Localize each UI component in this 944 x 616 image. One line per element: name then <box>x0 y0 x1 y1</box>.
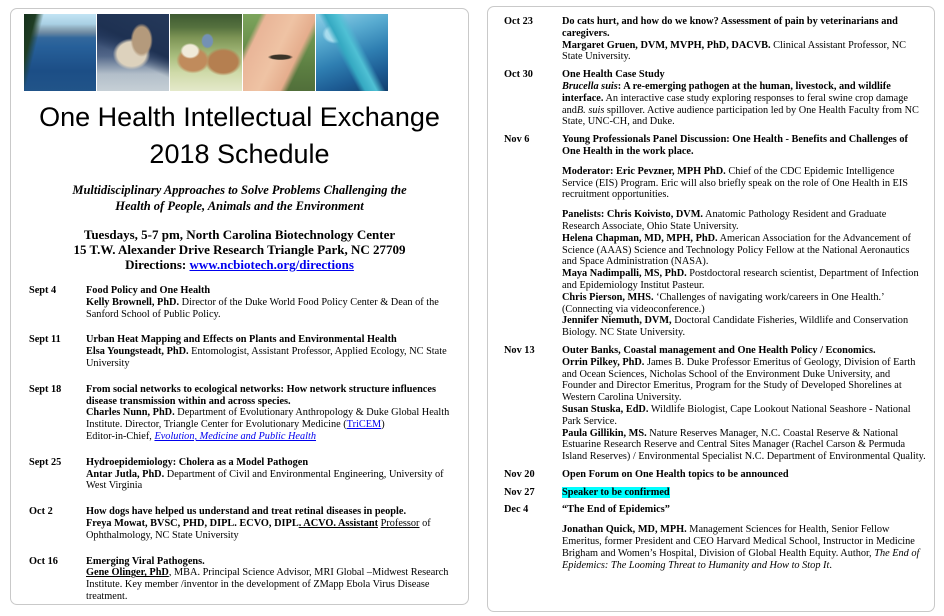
orange-cat-photo <box>389 14 461 91</box>
entry-date: Sept 25 <box>29 456 62 468</box>
text-run: Hydroepidemiology: Cholera as a Model Pathogen <box>86 456 309 468</box>
schedule-entry <box>504 504 926 571</box>
text-run: : A re-emerging pathogen at the human, livestock, and wildlife interface. <box>562 80 891 104</box>
entry-paragraph <box>86 567 457 602</box>
entry-paragraph <box>562 524 926 571</box>
text-run: Clinical Assistant Professor, NC State University. <box>562 39 907 63</box>
salamander-in-hand-photo <box>243 14 316 91</box>
schedule-entry <box>29 556 457 603</box>
entry-date: Sept 4 <box>29 285 57 296</box>
page-title <box>11 99 468 173</box>
inline-link[interactable]: TriCEM <box>346 419 382 431</box>
entry-date: Oct 2 <box>29 506 53 518</box>
entry-paragraph <box>562 81 926 128</box>
schedule-entry <box>504 69 926 128</box>
entry-content <box>86 506 457 541</box>
entry-paragraph <box>86 285 457 297</box>
text-run: Do cats hurt, and how do we know? Assessment of pain by veterinarians and caregivers. <box>562 16 898 39</box>
text-run: Department of Civil and Environmental Engineering, University of West Virginia <box>86 468 444 492</box>
text-run: spillover. Active audience participation led by One Health Faculty from NC State, UNC-CH, and Duke. <box>562 104 919 128</box>
entry-paragraph <box>562 166 926 201</box>
text-run: Antar Jutla, PhD. <box>86 468 165 480</box>
entry-paragraph <box>562 487 926 499</box>
entry-content <box>86 334 457 369</box>
entry-paragraph <box>86 518 457 542</box>
text-run: Speaker to be confirmed <box>562 486 670 498</box>
text-run: Kelly Brownell, PhD. <box>86 296 180 308</box>
entry-paragraph <box>86 407 457 431</box>
text-run: Outer Banks, Coastal management and One Health Policy / Economics. <box>562 344 876 356</box>
text-run: Margaret Gruen, DVM, MVPH, PhD, DACVB. <box>562 39 771 51</box>
entry-content <box>86 457 457 492</box>
text-run: Department of Evolutionary Anthropology & Duke Global Health Institute. Director, Triangle Center for Evolutionary Medicine ( <box>86 407 450 431</box>
venue-line-2: 15 T.W. Alexander Drive Research Triangle Park, NC 27709 <box>73 242 406 257</box>
entry-content <box>86 285 457 320</box>
entry-paragraph <box>562 357 926 404</box>
text-run: Nature Reserves Manager, N.C. Coastal Reserve & National Estuarine Research Reserve and Central Sites Manager (Rachel Carson & Permuda Island Reserves) / Environmental Specialist N.C. Department of Environmental Quality. <box>562 427 926 463</box>
text-run: B. suis <box>576 104 605 116</box>
entry-paragraph <box>562 315 926 339</box>
entry-content <box>562 69 926 128</box>
entry-paragraph <box>562 233 926 268</box>
entry-paragraph <box>562 469 926 481</box>
text-run: Susan Stuska, EdD. <box>562 403 649 415</box>
entry-paragraph <box>562 404 926 428</box>
text-run: Jonathan Quick, MD, MPH. <box>562 524 687 536</box>
entry-paragraph <box>562 16 926 40</box>
entry-paragraph <box>86 346 457 370</box>
farmer-cattle-photo <box>170 14 243 91</box>
text-run: Helena Chapman, MD, MPH, PhD. <box>562 232 718 244</box>
schedule-entry <box>29 285 457 320</box>
text-run: ) <box>381 419 385 431</box>
text-run: Freya Mowat, BVSC, PHD, DIPL. ECVO, DIPL <box>86 517 299 529</box>
text-run: of Ophthalmology, NC State University <box>86 517 431 541</box>
text-run: Brucella suis <box>562 80 618 92</box>
entry-paragraph <box>562 40 926 64</box>
text-run: Postdoctoral research scientist, Department of Infection and Epidemiology Institut Pasteur. <box>562 268 919 291</box>
text-run: From social networks to ecological networks: How network structure influences disease transmission within and across species. <box>86 383 436 407</box>
text-run: . <box>829 559 832 571</box>
crater-lake-photo <box>24 14 97 91</box>
directions-line <box>11 257 468 272</box>
text-run: “The End of Epidemics” <box>562 504 670 516</box>
schedule-entry <box>29 384 457 443</box>
schedule-entry <box>504 487 926 499</box>
text-run: Moderator: Eric Pevzner, MPH PhD. <box>562 165 726 177</box>
text-run: Charles Nunn, PhD. <box>86 407 175 419</box>
schedule-entry <box>504 345 926 463</box>
text-run: The End of Epidemics: The Looming Threat to Humanity and How to Stop It <box>562 547 920 571</box>
entry-content <box>86 384 457 443</box>
text-run: ‘Challenges of navigating work/careers in One Health.’ (Connecting via videoconference.) <box>562 291 884 315</box>
text-run: Wildlife Biologist, Cape Lookout National Seashore - National Park Service. <box>562 403 911 427</box>
venue-line-1: Tuesdays, 5-7 pm, North Carolina Biotechnology Center <box>83 227 396 242</box>
entry-date: Oct 30 <box>504 69 533 81</box>
entry-date: Dec 4 <box>504 504 529 516</box>
text-run: Orrin Pilkey, PhD. <box>562 356 645 368</box>
entry-date: Sept 11 <box>29 334 61 346</box>
text-run: Doctoral Candidate Fisheries, Wildlife and Conservation Biology. NC State University. <box>562 315 909 339</box>
entry-paragraph <box>562 268 926 292</box>
text-run: Maya Nadimpalli, MS, PhD. <box>562 268 687 280</box>
text-run: Elsa Youngsteadt, PhD. <box>86 346 189 358</box>
schedule-entry <box>504 16 926 63</box>
text-run: , MBA. Principal Science Advisor, MRI Global –Midwest Research Institute. Key member /inventor in the development of ZMapp Ebola Virus Disease treatment. <box>86 567 449 602</box>
entry-date: Oct 16 <box>29 555 58 567</box>
text-run: Chris Pierson, MHS. <box>562 291 654 303</box>
text-run: Director of the Duke World Food Policy Center & Dean of the Sanford School of Public Policy. <box>86 296 439 320</box>
entry-content <box>562 487 926 499</box>
text-run: An interactive case study exploring responses to feral swine crop damage and <box>562 92 908 116</box>
text-run: Gene Olinger, PhD <box>86 567 169 579</box>
entry-paragraph <box>86 469 457 493</box>
directions-link[interactable]: www.ncbiotech.org/directions <box>189 257 354 272</box>
entry-paragraph <box>562 292 926 316</box>
subtitle: Multidisciplinary Approaches to Solve Problems Challenging the Health of People, Animals and the Environment <box>72 183 407 213</box>
entry-paragraph <box>86 334 457 346</box>
schedule-entry <box>504 134 926 339</box>
text-run: Panelists: Chris Koivisto, DVM. <box>562 209 704 221</box>
entry-content <box>562 16 926 63</box>
text-run: One Health Case Study <box>562 69 665 81</box>
entry-date: Nov 6 <box>504 134 530 146</box>
entry-date: Nov 27 <box>504 486 535 498</box>
text-run: Anatomic Pathology Resident and Graduate Research Associate, Ohio State University. <box>562 209 887 232</box>
right-page-panel <box>487 6 935 612</box>
entry-date: Nov 13 <box>504 344 535 356</box>
schedule-entry <box>29 334 457 369</box>
entry-paragraph <box>86 297 457 321</box>
entry-content <box>562 504 926 571</box>
entry-date: Nov 20 <box>504 468 535 480</box>
entry-paragraph <box>86 506 457 518</box>
entry-paragraph <box>562 504 926 516</box>
entry-date: Oct 23 <box>504 16 533 27</box>
entry-paragraph <box>86 384 457 408</box>
directions-label: Directions: <box>125 257 190 272</box>
entry-date: Sept 18 <box>29 383 62 395</box>
entry-paragraph <box>562 69 926 81</box>
text-run: Jennifer Niemuth, DVM, <box>562 315 672 327</box>
entry-content <box>86 556 457 603</box>
schedule-list-left <box>11 285 468 603</box>
text-run: . ACVO. Assistant <box>298 517 379 529</box>
title-line-2: 2018 Schedule <box>149 139 330 169</box>
entry-content <box>562 134 926 339</box>
text-run: Entomologist, Assistant Professor, Applied Ecology, NC State University <box>86 346 447 369</box>
entry-paragraph <box>86 556 457 568</box>
inline-link[interactable]: Evolution, Medicine and Public Health <box>154 430 317 442</box>
schedule-entry <box>29 506 457 541</box>
entry-content <box>562 345 926 463</box>
schedule-list-right <box>488 7 934 571</box>
text-run: How dogs have helped us understand and treat retinal diseases in people. <box>86 506 407 518</box>
lab-microscope-photo <box>316 14 389 91</box>
text-run: Management Sciences for Health, Senior Fellow Emeritus, former President and CEO Harvard Medical School, Instructor in Medicine Brigham and Women’s Hospital, Division of Global Health Equity. Author, <box>562 524 915 559</box>
text-run: Urban Heat Mapping and Effects on Plants and Environmental Health <box>86 334 397 346</box>
text-run: Young Professionals Panel Discussion: One Health - Benefits and Challenges of One Health in the work place. <box>562 134 908 157</box>
text-run: Open Forum on One Health topics to be announced <box>562 468 789 480</box>
text-run: Editor-in-Chief, <box>86 430 155 442</box>
text-run: Paula Gillikin, MS. <box>562 427 647 439</box>
entry-paragraph <box>562 345 926 357</box>
photo-strip <box>24 14 461 91</box>
text-run: Food Policy and One Health <box>86 285 211 296</box>
crane-chick-photo <box>97 14 170 91</box>
schedule-entry <box>504 469 926 481</box>
entry-paragraph <box>562 209 926 233</box>
text-run: American Association for the Advancement of Science (AAAS) Science and Technology Policy Fellow at the National Aeronautics and Space Administration (NASA). <box>562 232 911 268</box>
entry-paragraph <box>86 457 457 469</box>
entry-paragraph <box>86 431 457 443</box>
text-run: Professor <box>380 517 420 529</box>
schedule-entry <box>29 457 457 492</box>
text-run: James B. Duke Professor Emeritus of Geology, Division of Earth and Ocean Sciences, Nicholas School of the Environment Duke University, and Founder and Director Emeritus, Program for the Study of Developed Shorelines at Western Carolina University. <box>562 356 916 404</box>
entry-paragraph <box>562 134 926 158</box>
entry-paragraph <box>562 428 926 463</box>
left-page-panel <box>10 8 469 605</box>
title-line-1: One Health Intellectual Exchange <box>39 102 440 132</box>
venue-block <box>11 227 468 272</box>
text-run: Emerging Viral Pathogens. <box>86 555 205 567</box>
text-run: Chief of the CDC Epidemic Intelligence Service (EIS) Program. Eric will also briefly speak on the role of One Health in EIS recruitment opportunities. <box>562 165 908 201</box>
entry-content <box>562 469 926 481</box>
